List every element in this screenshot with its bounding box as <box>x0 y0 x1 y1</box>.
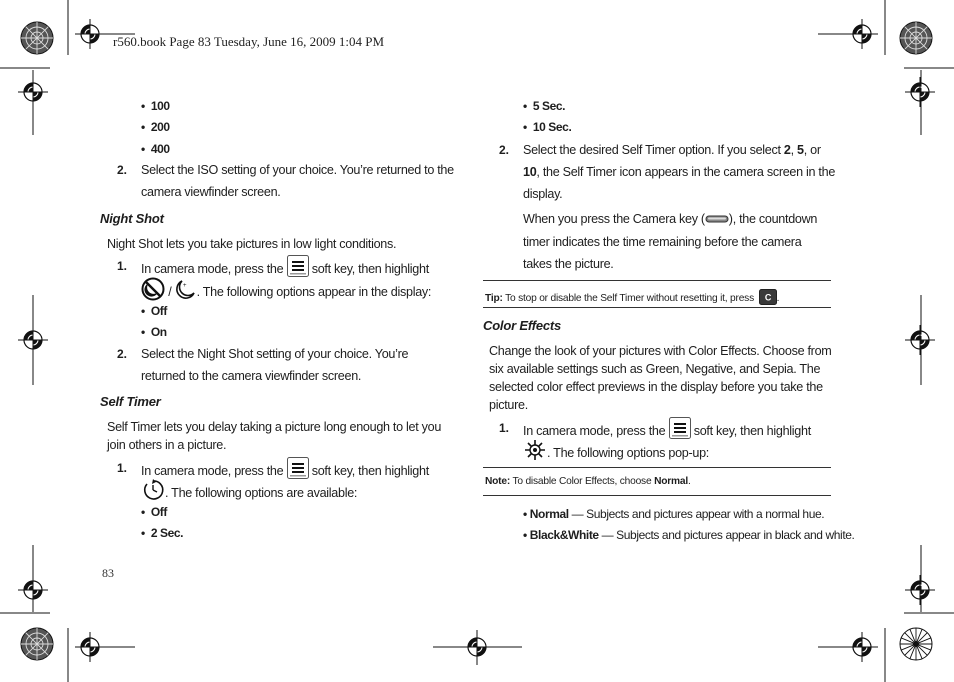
clear-key-icon <box>759 289 777 308</box>
camera-key-paragraph <box>523 208 843 275</box>
step-number: 2. <box>499 143 510 157</box>
timer-option-off: • Off <box>141 505 167 519</box>
text-span: In camera mode, press the <box>141 463 284 478</box>
text-line: Self Timer lets you delay taking a picture long enough to let you <box>107 420 442 434</box>
text-line: Select the Night Shot setting of your choice. You’re <box>141 347 409 361</box>
page-number: 83 <box>102 566 114 580</box>
night-shot-intro: Night Shot lets you take pictures in low light conditions. <box>107 237 397 251</box>
section-heading-night-shot: Night Shot <box>100 211 164 226</box>
text-line: join others in a picture. <box>107 438 227 452</box>
timer-option-5sec: • 5 Sec. <box>523 99 565 113</box>
text-span: , the Self Timer icon appears in the camera screen in the <box>536 165 836 179</box>
text-line: returned to the camera viewfinder screen. <box>141 369 362 383</box>
text-span: Select the desired Self Timer option. If you select <box>523 143 784 157</box>
section-heading-self-timer: Self Timer <box>100 394 161 409</box>
option-term: Black&White <box>529 528 599 542</box>
text-span: . The following options appear in the display: <box>196 284 432 299</box>
step-number: 2. <box>117 163 128 177</box>
step-number: 1. <box>499 421 510 435</box>
bold-value: 10 <box>523 165 537 179</box>
option-desc: — Subjects and pictures appear with a normal hue. <box>568 507 825 521</box>
text-span: soft key, then highlight <box>311 261 429 276</box>
step-number: 1. <box>117 259 128 273</box>
tip-note <box>485 289 779 308</box>
note-label: Note: <box>485 476 511 487</box>
text-span: . The following options are available: <box>165 485 358 500</box>
self-timer-intro <box>107 418 457 454</box>
text-line: picture. <box>489 398 528 412</box>
text-span: In camera mode, press the <box>523 423 666 438</box>
iso-option-400: • 400 <box>141 142 170 156</box>
text-line: camera viewfinder screen. <box>141 185 281 199</box>
text-line: takes the picture. <box>523 256 614 271</box>
text-span: When you press the Camera key ( <box>523 212 705 226</box>
effect-option-black-white: • Black&White — Subjects and pictures appear in black and white. <box>523 528 855 542</box>
text-span: soft key, then highlight <box>693 423 811 438</box>
text-span: . <box>687 476 691 487</box>
text-line <box>523 139 843 161</box>
option-term: Normal <box>529 507 569 521</box>
night-shot-step-1-line2 <box>141 277 431 308</box>
text-span: soft key, then highlight <box>311 463 429 478</box>
text-span: . The following options pop-up: <box>547 445 709 460</box>
color-effects-intro <box>489 342 839 414</box>
text-span: / <box>168 284 172 299</box>
text-span: ), the countdown <box>728 212 818 226</box>
bold-value: 5 <box>797 143 804 157</box>
effect-option-normal: • Normal — Subjects and pictures appear with a normal hue. <box>523 507 825 521</box>
timer-option-2sec: • 2 Sec. <box>141 526 183 540</box>
step-number: 2. <box>117 347 128 361</box>
text-span: . <box>776 293 780 305</box>
iso-option-200: • 200 <box>141 120 170 134</box>
color-effects-icon <box>523 439 547 468</box>
night-shot-step-2-text <box>141 343 461 387</box>
bold-value: 2 <box>783 143 791 157</box>
option-desc: — Subjects and pictures appear in black and white. <box>598 528 855 542</box>
tip-top-rule <box>483 280 831 281</box>
timer-step-2-text <box>523 139 843 205</box>
bold-value: Normal <box>654 476 688 487</box>
text-line: selected color effect previews in the display before you take the <box>489 380 823 394</box>
text-line: six available settings such as Green, Negative, and Sepia. The <box>489 362 821 376</box>
tip-text: To stop or disable the Self Timer without resetting it, press <box>502 293 754 305</box>
tip-label: Tip: <box>485 293 503 305</box>
text-span: To disable Color Effects, choose <box>510 476 655 487</box>
tip-bottom-rule <box>483 307 831 308</box>
night-shot-on-icon <box>175 278 197 307</box>
section-heading-color-effects: Color Effects <box>483 318 562 333</box>
note-text <box>485 476 691 487</box>
iso-step-2-text <box>141 159 461 203</box>
timer-option-10sec: • 10 Sec. <box>523 120 571 134</box>
svg-text:+: + <box>182 283 186 289</box>
night-option-on: • On <box>141 325 167 339</box>
color-effects-step-1-line2 <box>523 439 709 468</box>
text-line <box>523 161 843 183</box>
text-span: , <box>790 143 798 157</box>
note-top-rule <box>483 467 831 468</box>
step-number: 1. <box>117 461 128 475</box>
self-timer-icon <box>141 479 165 508</box>
text-line <box>523 208 843 231</box>
night-option-off: • Off <box>141 304 167 318</box>
camera-key-icon <box>705 209 729 231</box>
iso-option-100: • 100 <box>141 99 170 113</box>
text-span: , or <box>803 143 821 157</box>
text-line: timer indicates the time remaining before the camera <box>523 234 802 249</box>
print-header: r560.book Page 83 Tuesday, June 16, 2009 1:04 PM <box>113 34 385 49</box>
text-line: Change the look of your pictures with Color Effects. Choose from <box>489 344 832 358</box>
svg-text:C: C <box>764 292 771 303</box>
self-timer-step-1-line2 <box>141 479 357 508</box>
text-line: display. <box>523 187 563 201</box>
text-line: Select the ISO setting of your choice. You’re returned to the <box>141 163 454 177</box>
note-bottom-rule <box>483 495 831 496</box>
text-span: In camera mode, press the <box>141 261 284 276</box>
